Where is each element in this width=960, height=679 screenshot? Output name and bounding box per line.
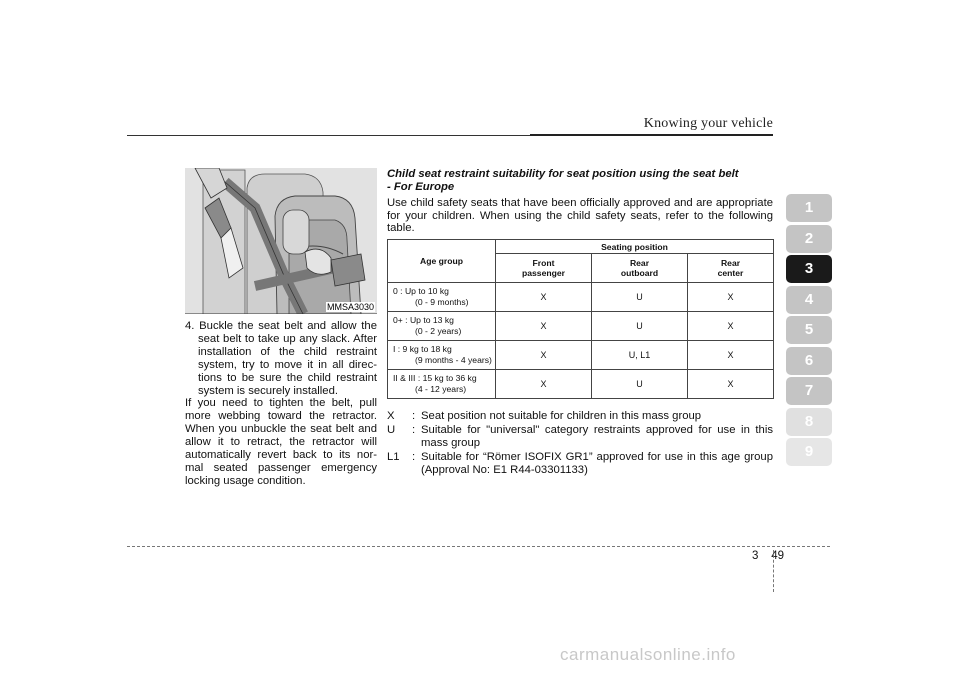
chapter-tab-8[interactable]: 8	[786, 408, 832, 436]
watermark: carmanualsonline.info	[560, 645, 736, 664]
footer-rule	[127, 546, 830, 547]
value-cell: X	[688, 283, 774, 312]
chapter-tab-5[interactable]: 5	[786, 316, 832, 344]
value-cell: U	[592, 370, 688, 399]
value-cell: X	[496, 312, 592, 341]
legend-text: Seat position not suitable for children in this mass group	[421, 410, 702, 422]
legend-key: X	[387, 410, 395, 422]
col-rear-outboard: Rear outboard	[592, 254, 688, 283]
chapter-tab-9[interactable]: 9	[786, 438, 832, 466]
figure-code: MMSA3030	[326, 302, 374, 312]
age-group-cell: 0+ : Up to 13 kg (0 - 2 years)	[388, 312, 496, 341]
value-cell: X	[496, 283, 592, 312]
legend-key: L1	[387, 451, 400, 463]
age-group-header: Age group	[388, 240, 496, 283]
value-cell: U, L1	[592, 341, 688, 370]
section-intro: Use child safety seats that have been officially approved and are appropriate for your children. When using the child safety seats, refer to the following table.	[387, 197, 773, 235]
col-front-passenger: Front passenger	[496, 254, 592, 283]
legend-item: U : Suitable for "universal" category restraints approved for use in this mass group	[387, 424, 773, 449]
table-row	[388, 341, 774, 370]
seat-belt-drawing	[185, 168, 377, 314]
value-cell: X	[688, 341, 774, 370]
chapter-tab-2[interactable]: 2	[786, 225, 832, 253]
chapter-number: 3	[752, 550, 759, 562]
legend-text: Suitable for “Römer ISOFIX GR1” approved for use in this age group (Approval No: E1 R44-03301133)	[421, 451, 773, 476]
seat-belt-illustration	[185, 168, 377, 314]
right-column	[387, 168, 773, 235]
value-cell: X	[688, 312, 774, 341]
retractor-paragraph: If you need to tighten the belt, pull more webbing toward the retractor. When you unbuckle the seat belt and allow it to retract, the retractor will automatically revert back to its nor-mal seated passenger emergency locking usage condition.	[185, 397, 377, 487]
section-title	[387, 168, 773, 194]
chapter-tab-7[interactable]: 7	[786, 377, 832, 405]
chapter-tabs	[786, 194, 832, 469]
page-number-divider	[773, 550, 774, 592]
value-cell: U	[592, 283, 688, 312]
section-title-line1: Child seat restraint suitability for seat position using the seat belt	[387, 168, 739, 180]
header-rule-accent	[530, 134, 773, 136]
suitability-table	[387, 239, 774, 399]
chapter-tab-3[interactable]: 3	[786, 255, 832, 283]
seating-position-header: Seating position	[496, 240, 774, 254]
instruction-step-4: 4. Buckle the seat belt and allow the seat belt to take up any slack. After installation of the child restraint system, try to move it in all direc-tions to be sure the child restraint system is securely installed.	[185, 320, 377, 397]
running-header-title: Knowing your vehicle	[643, 116, 773, 131]
chapter-tab-6[interactable]: 6	[786, 347, 832, 375]
table-row	[388, 312, 774, 341]
left-column	[185, 320, 377, 488]
value-cell: X	[496, 370, 592, 399]
legend-key: U	[387, 424, 396, 436]
age-group-cell: I : 9 kg to 18 kg (9 months - 4 years)	[388, 341, 496, 370]
age-group-cell: II & III : 15 kg to 36 kg (4 - 12 years)	[388, 370, 496, 399]
table-legend	[387, 410, 773, 478]
value-cell: X	[688, 370, 774, 399]
page-number	[752, 550, 784, 562]
col-rear-center: Rear center	[688, 254, 774, 283]
age-group-cell: 0 : Up to 10 kg (0 - 9 months)	[388, 283, 496, 312]
legend-text: Suitable for "universal" category restraints approved for use in this mass group	[421, 424, 773, 449]
section-title-line2: - For Europe	[387, 181, 455, 193]
chapter-tab-1[interactable]: 1	[786, 194, 832, 222]
legend-item: X : Seat position not suitable for children in this mass group	[387, 410, 773, 423]
value-cell: U	[592, 312, 688, 341]
value-cell: X	[496, 341, 592, 370]
table-row	[388, 283, 774, 312]
chapter-tab-4[interactable]: 4	[786, 286, 832, 314]
page-number-value: 49	[771, 550, 784, 562]
legend-item: L1 : Suitable for “Römer ISOFIX GR1” approved for use in this age group (Approval No: E1 R44-03301133)	[387, 451, 773, 476]
table-row	[388, 370, 774, 399]
